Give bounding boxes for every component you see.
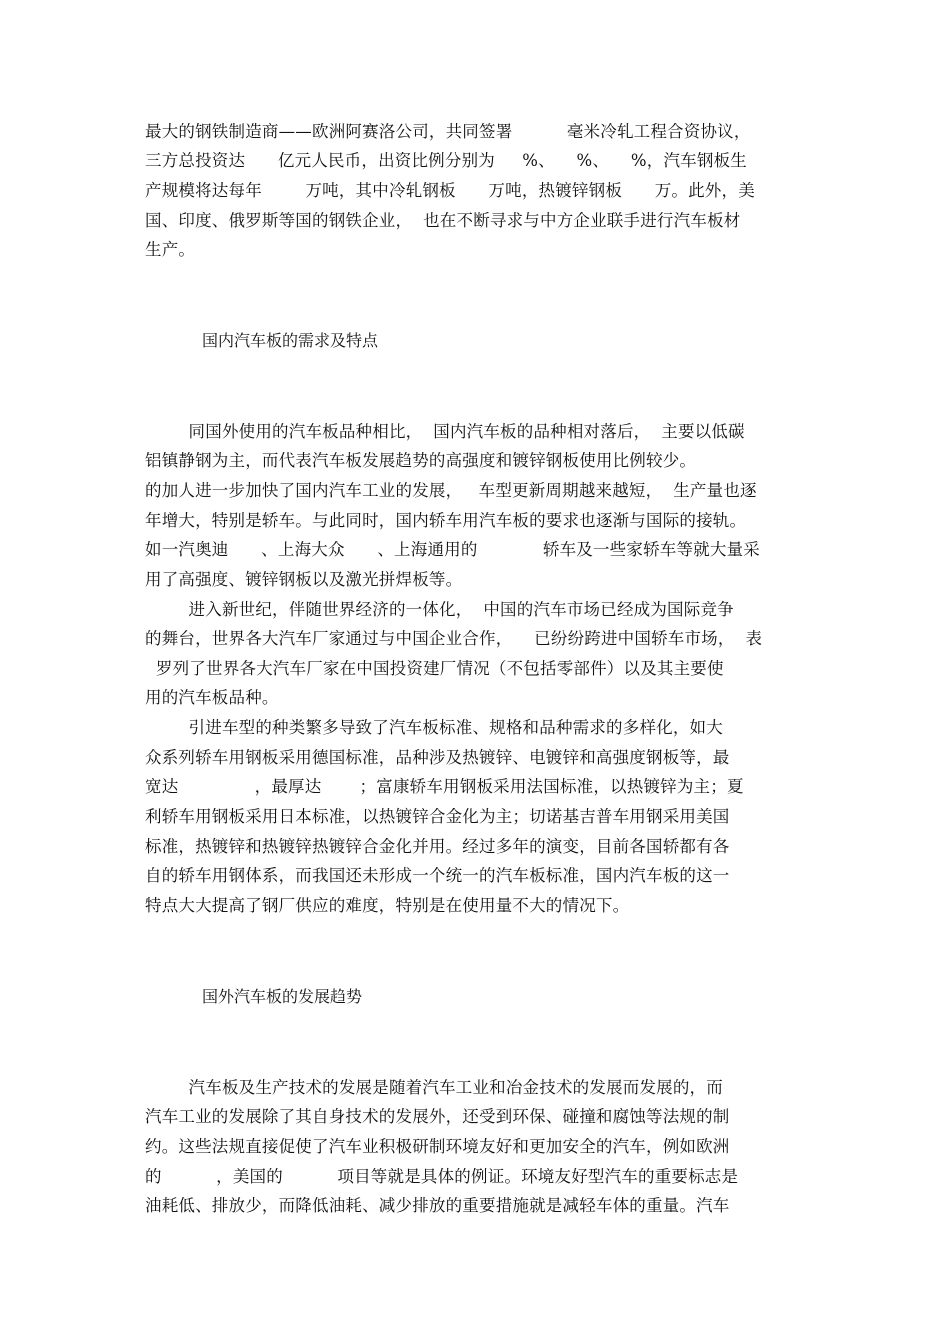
paragraph-line: 的舞台，世界各大汽车厂家通过与中国企业合作， 已纷纷跨进中国轿车市场， 表 xyxy=(145,629,763,648)
paragraph-line: 汽车工业的发展除了其自身技术的发展外，还受到环保、碰撞和腐蚀等法规的制 xyxy=(145,1107,730,1126)
paragraph-line: 标准，热镀锌和热镀锌热镀锌合金化并用。经过多年的演变，目前各国轿都有各 xyxy=(145,837,730,856)
paragraph-line: 用的汽车板品种。 xyxy=(145,688,279,707)
paragraph-line: 生产。 xyxy=(145,240,196,259)
paragraph-line: 用了高强度、镀锌钢板以及激光拼焊板等。 xyxy=(145,570,463,589)
paragraph-line: 自的轿车用钢体系，而我国还未形成一个统一的汽车板标准，国内汽车板的这一 xyxy=(145,866,730,885)
section-heading: 国内汽车板的需求及特点 xyxy=(202,331,379,350)
paragraph-line: 年增大，特别是轿车。与此同时，国内轿车用汽车板的要求也逐渐与国际的接轨。 xyxy=(145,511,747,530)
paragraph-line: 罗列了世界各大汽车厂家在中国投资建厂情况（不包括零部件）以及其主要使 xyxy=(145,659,724,678)
paragraph-line: 铝镇静钢为主，而代表汽车板发展趋势的高强度和镀锌钢板使用比例较少。 xyxy=(145,451,697,470)
paragraph-line: 产规模将达每年 万吨，其中冷轧钢板 万吨，热镀锌钢板 万。此外，美 xyxy=(145,181,755,200)
paragraph-line: 同国外使用的汽车板品种相比， 国内汽车板的品种相对落后， 主要以低碳 xyxy=(145,422,745,441)
paragraph-line: 如一汽奥迪 、上海大众 、上海通用的 轿车及一些家轿车等就大量采 xyxy=(145,540,760,559)
paragraph-line: 特点大大提高了钢厂供应的难度，特别是在使用量不大的情况下。 xyxy=(145,896,630,915)
paragraph-line: 汽车板及生产技术的发展是随着汽车工业和冶金技术的发展而发展的，而 xyxy=(145,1078,723,1097)
paragraph-line: 三方总投资达 亿元人民币，出资比例分别为 %、 %、 %，汽车钢板生 xyxy=(145,151,747,170)
paragraph-line: 宽达 ，最厚达 ；富康轿车用钢板采用法国标准，以热镀锌为主；夏 xyxy=(145,777,744,796)
paragraph-line: 利轿车用钢板采用日本标准，以热镀锌合金化为主；切诺基吉普车用钢采用美国 xyxy=(145,807,730,826)
paragraph-line: 的加人进一步加快了国内汽车工业的发展， 车型更新周期越来越短， 生产量也逐 xyxy=(145,481,757,500)
paragraph-line: 油耗低、排放少，而降低油耗、减少排放的重要措施就是减轻车体的重量。汽车 xyxy=(145,1196,730,1215)
paragraph-line: 国、印度、俄罗斯等国的钢铁企业， 也在不断寻求与中方企业联手进行汽车板材 xyxy=(145,211,741,230)
paragraph-line: 的 ，美国的 项目等就是具体的例证。环境友好型汽车的重要标志是 xyxy=(145,1167,739,1186)
paragraph-line: 引进车型的种类繁多导致了汽车板标准、规格和品种需求的多样化，如大 xyxy=(145,718,723,737)
paragraph-line: 约。这些法规直接促使了汽车业积极研制环境友好和更加安全的汽车，例如欧洲 xyxy=(145,1137,730,1156)
paragraph-line: 众系列轿车用钢板采用德国标准，品种涉及热镀锌、电镀锌和高强度钢板等，最 xyxy=(145,748,730,767)
section-heading: 国外汽车板的发展趋势 xyxy=(202,987,363,1006)
paragraph-line: 进入新世纪，伴随世界经济的一体化， 中国的汽车市场已经成为国际竞争 xyxy=(145,600,734,619)
paragraph-line: 最大的钢铁制造商——欧洲阿赛洛公司，共同签署 毫米冷轧工程合资协议， xyxy=(145,122,751,141)
